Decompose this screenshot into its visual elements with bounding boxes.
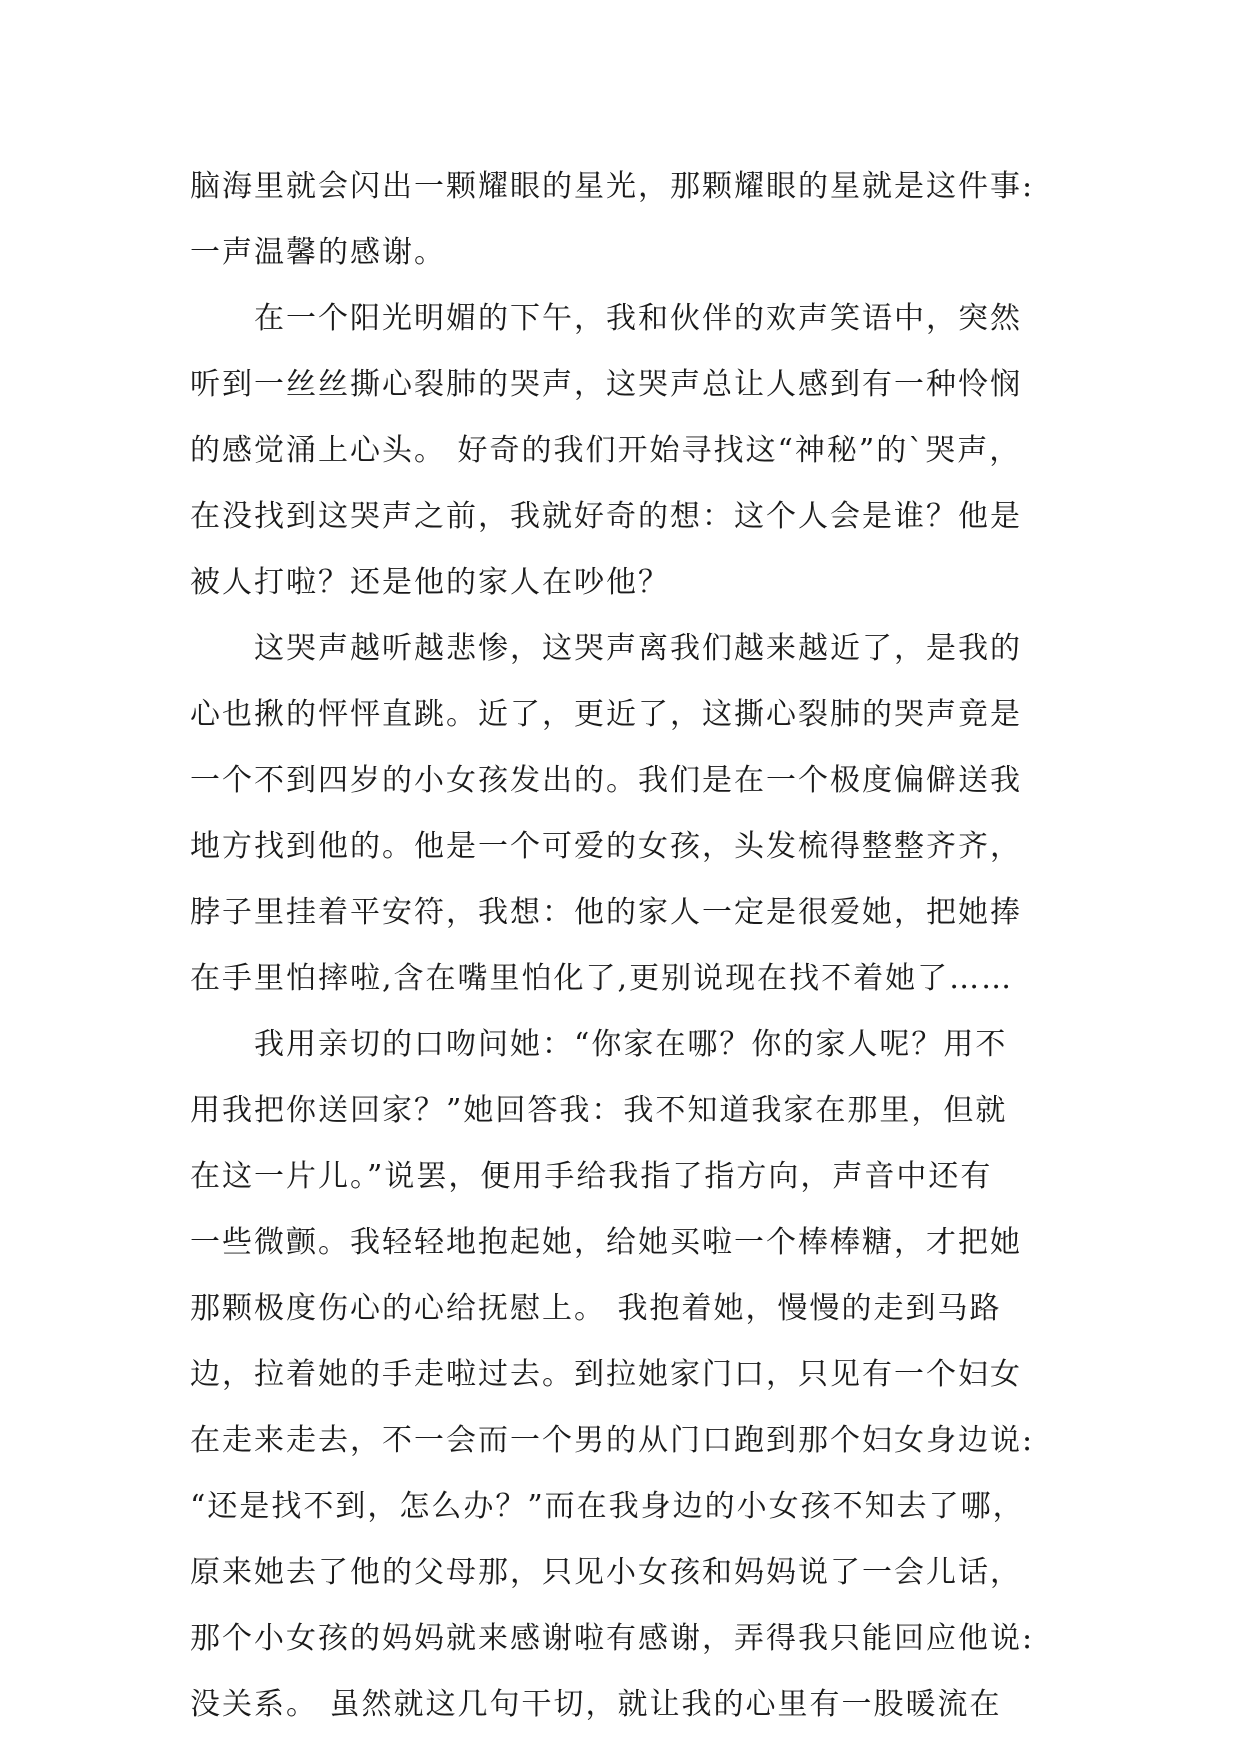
text-line: 听到一丝丝撕心裂肺的哭声，这哭声总让人感到有一种怜悯: [190, 367, 1022, 402]
essay-body: [190, 154, 1060, 1738]
text-line: 脑海里就会闪出一颗耀眼的星光，那颗耀眼的星就是这件事:: [190, 169, 1035, 204]
paragraph-first-line: 我用亲切的口吻问她：“你家在哪？你的家人呢？用不: [254, 1027, 1008, 1062]
text-line: 没关系。 虽然就这几句干切，就让我的心里有一股暖流在: [190, 1687, 1002, 1722]
text-line: 那个小女孩的妈妈就来感谢啦有感谢，弄得我只能回应他说:: [190, 1621, 1035, 1656]
paragraph-first-line: 这哭声越听越悲惨，这哭声离我们越来越近了，是我的: [254, 631, 1022, 666]
text-line: 脖子里挂着平安符，我想：他的家人一定是很爱她，把她捧: [190, 895, 1022, 930]
text-line: 原来她去了他的父母那，只见小女孩和妈妈说了一会儿话，: [190, 1555, 1022, 1590]
text-line: 一个不到四岁的小女孩发出的。我们是在一个极度偏僻送我: [190, 763, 1022, 798]
text-line: 在没找到这哭声之前，我就好奇的想：这个人会是谁？他是: [190, 499, 1022, 534]
text-line: 边，拉着她的手走啦过去。到拉她家门口，只见有一个妇女: [190, 1357, 1022, 1392]
text-line: 在走来走去，不一会而一个男的从门口跑到那个妇女身边说:: [190, 1423, 1035, 1458]
text-line: 一些微颤。我轻轻地抱起她，给她买啦一个棒棒糖，才把她: [190, 1225, 1022, 1260]
text-line: 心也揪的怦怦直跳。近了，更近了，这撕心裂肺的哭声竟是: [190, 697, 1022, 732]
paragraph-first-line: 在一个阳光明媚的下午，我和伙伴的欢声笑语中，突然: [254, 301, 1022, 336]
text-line: 被人打啦？还是他的家人在吵他？: [190, 565, 670, 600]
text-line: “还是找不到，怎么办？”而在我身边的小女孩不知去了哪，: [190, 1489, 1025, 1524]
text-line: 用我把你送回家？”她回答我：我不知道我家在那里，但就: [190, 1093, 1008, 1128]
text-line: 那颗极度伤心的心给抚慰上。 我抱着她，慢慢的走到马路: [190, 1291, 1002, 1326]
text-line: 在手里怕摔啦,含在嘴里怕化了,更别说现在找不着她了……: [190, 961, 1014, 996]
text-line: 在这一片儿。”说罢，便用手给我指了指方向，声音中还有: [190, 1159, 993, 1194]
text-line: 一声温馨的感谢。: [190, 235, 446, 270]
text-line: 地方找到他的。他是一个可爱的女孩，头发梳得整整齐齐，: [190, 829, 1022, 864]
text-line: 的感觉涌上心头。 好奇的我们开始寻找这“神秘”的`哭声，: [190, 433, 1022, 468]
